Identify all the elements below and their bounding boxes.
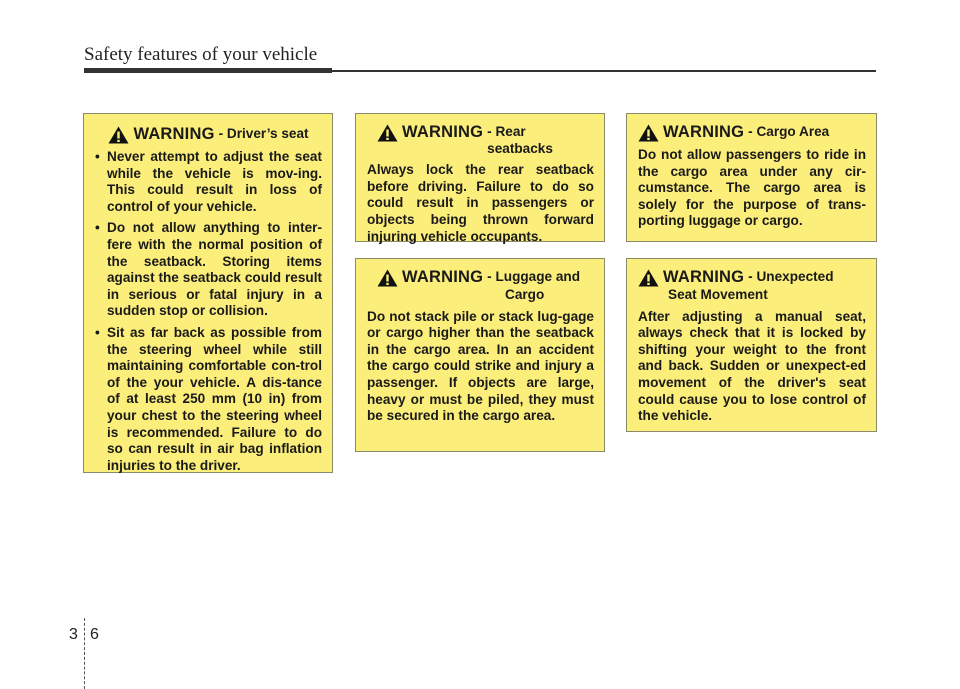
warning-subject-continued: Seat Movement [668,287,768,302]
warning-triangle-icon [638,124,659,142]
footer-divider [84,618,85,689]
warning-triangle-icon [638,269,659,287]
warning-bullet: • Sit as far back as possible from the steering wheel while still maintaining comfortable con-trol of the your vehicle. A dis-tance of at least 250 mm (10 in) from your chest to the steering wheel is recommended. Failure to do so can result in air bag inflation injuries to the driver. [95,325,322,474]
warning-subject: - Cargo Area [748,124,830,139]
warning-luggage-cargo [355,258,605,452]
warning-label: WARNING [133,125,215,143]
warning-rear-seatbacks [355,113,605,242]
warning-subject: - Rear seatbacks [487,124,553,156]
warning-body: Always lock the rear seatback before driving. Failure to do so could result in passengers or objects being thrown forward injuring vehicle occupants. [367,162,594,244]
warning-triangle-icon [377,124,398,142]
page-number: 6 [90,626,99,643]
warning-subject: - Luggage and [487,269,581,284]
warning-header [638,124,866,142]
warning-bullet: • Never attempt to adjust the seat while the vehicle is mov-ing. This could result in loss of control of your vehicle. [95,149,322,215]
warning-subject: - Unexpected [748,269,834,284]
warning-label: WARNING [663,123,745,141]
warning-header [367,269,594,287]
warning-label: WARNING [402,268,484,286]
warning-drivers-seat [83,113,333,473]
warning-label: WARNING [663,268,745,286]
warning-triangle-icon [108,126,129,144]
warning-header [367,124,594,157]
warning-unexpected-seat-movement [626,258,877,432]
warning-bullet: • Do not allow anything to inter-fere with the normal position of the seatback. Storing items against the seatback could result in serious or fatal injury in a sudden stop or collision. [95,220,322,320]
header-rule [84,70,876,72]
warning-bullet-list [95,149,322,474]
warning-header [638,269,866,287]
page-header-title: Safety features of your vehicle [84,44,318,65]
warning-header [95,126,322,144]
warning-body: Do not stack pile or stack lug-gage or cargo higher than the seatback in the cargo area. In an accident the cargo could strike and injury a passenger. If objects are large, heavy or must be piled, they must be secured in the cargo area. [367,308,594,424]
warning-subject-continued: Cargo [505,287,545,302]
warning-label: WARNING [402,123,484,141]
warning-body: Do not allow passengers to ride in the cargo area under any cir-cumstance. The cargo area is solely for the purpose of trans-porting luggage or cargo. [638,147,866,229]
warning-subject: - Driver’s seat [218,126,309,141]
warning-triangle-icon [377,269,398,287]
chapter-number: 3 [69,626,78,643]
warning-body: After adjusting a manual seat, always check that it is locked by shifting your weight to the front and back. Sudden or unexpect-ed movement of the driver's seat could cause you to lose control of the vehicle. [638,308,866,424]
warning-cargo-area [626,113,877,242]
